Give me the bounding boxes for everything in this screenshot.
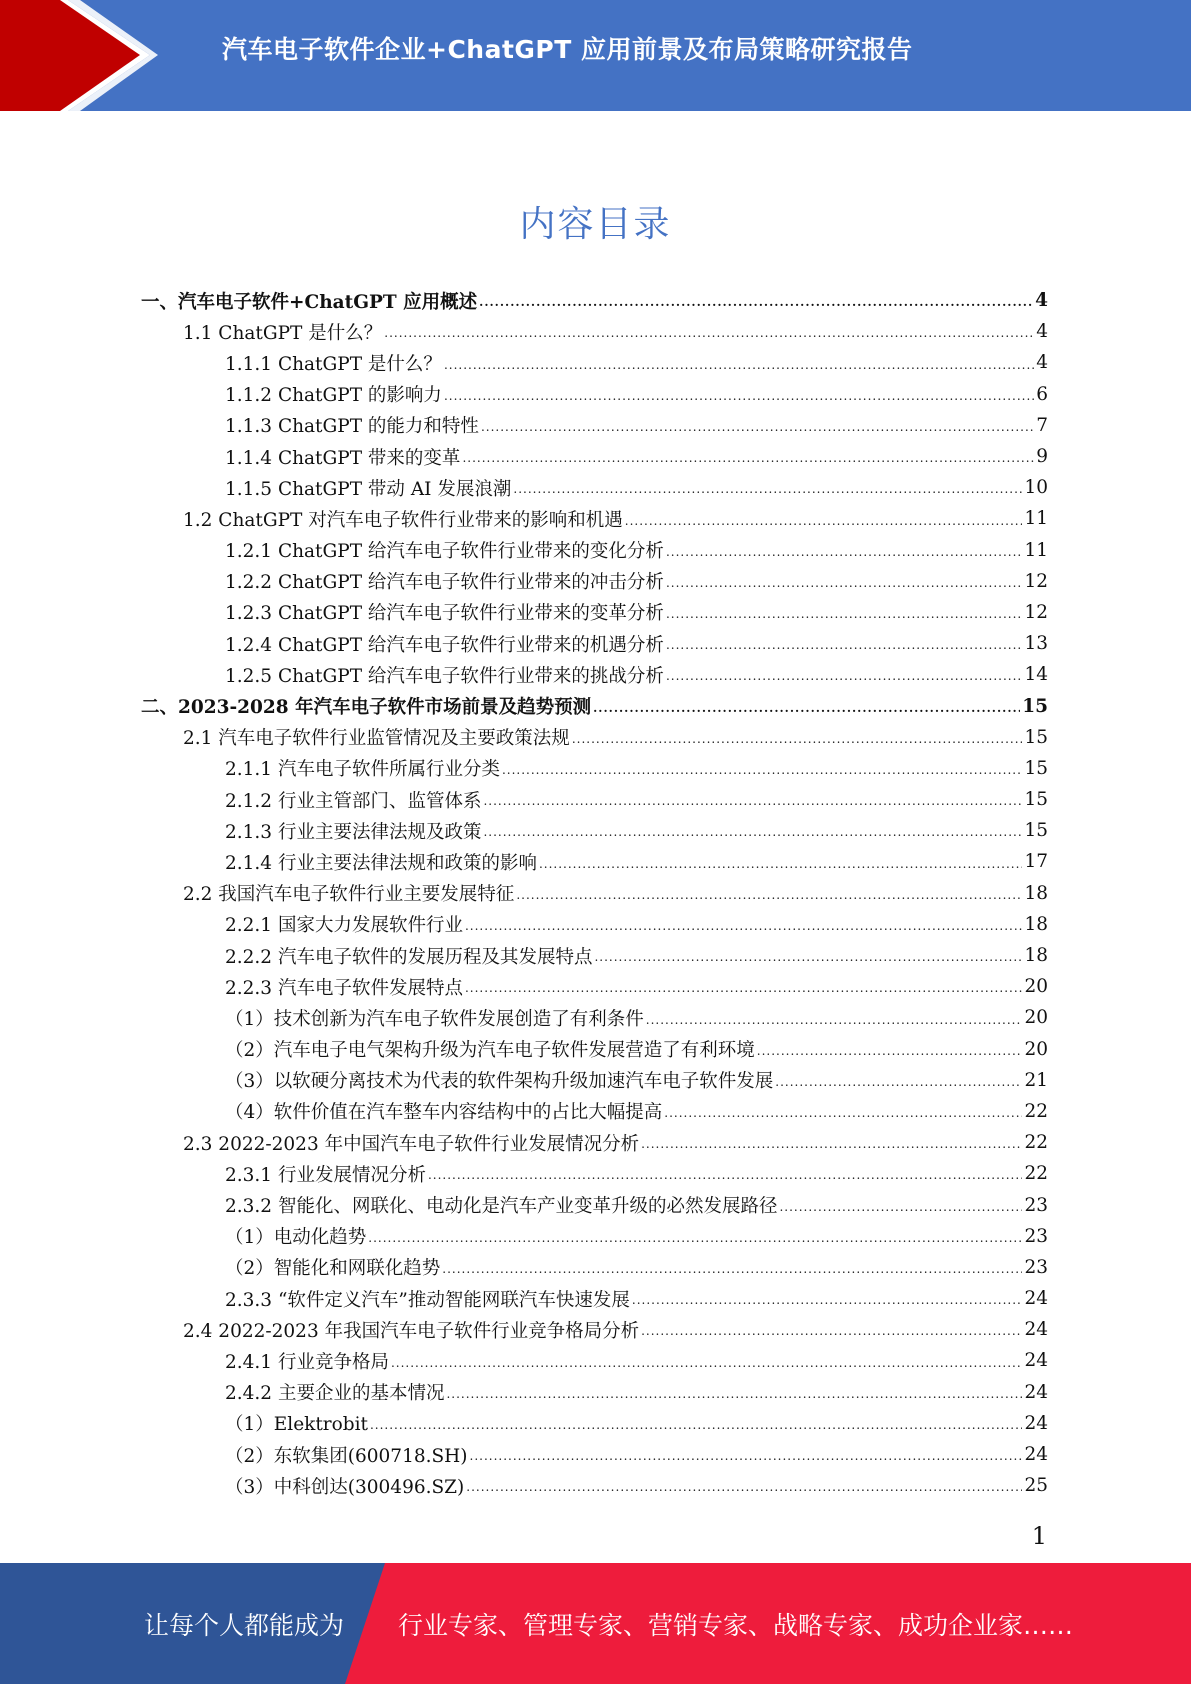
toc-dot-leader bbox=[462, 451, 1034, 472]
toc-entry-title: （1）电动化趋势 bbox=[225, 1227, 367, 1249]
toc-entry-page: 24 bbox=[1024, 1350, 1048, 1372]
toc-entry-title: 1.2.2 ChatGPT 给汽车电子软件行业带来的冲击分析 bbox=[225, 572, 664, 594]
toc-entry-title: 1.1.4 ChatGPT 带来的变革 bbox=[225, 447, 461, 469]
toc-entry-title: （2）智能化和网联化趋势 bbox=[225, 1258, 441, 1280]
toc-entry-title: 2.2.2 汽车电子软件的发展历程及其发展特点 bbox=[225, 946, 593, 968]
toc-dot-leader bbox=[444, 358, 1034, 379]
toc-entry[interactable] bbox=[141, 503, 1048, 534]
toc-entry-page: 22 bbox=[1024, 1132, 1048, 1154]
toc-entry[interactable] bbox=[141, 1314, 1048, 1345]
toc-entry[interactable] bbox=[141, 1377, 1048, 1408]
toc-entry[interactable] bbox=[141, 285, 1048, 316]
toc-entry-page: 15 bbox=[1024, 820, 1048, 842]
toc-entry-page: 18 bbox=[1024, 945, 1048, 967]
toc-entry-page: 20 bbox=[1024, 1007, 1048, 1029]
toc-entry-page: 15 bbox=[1024, 789, 1048, 811]
toc-entry-title: 1.2.5 ChatGPT 给汽车电子软件行业带来的挑战分析 bbox=[225, 665, 664, 687]
toc-entry-page: 23 bbox=[1024, 1225, 1048, 1247]
toc-dot-leader bbox=[481, 420, 1034, 441]
page-footer bbox=[0, 1563, 1191, 1684]
toc-entry-title: 2.3.2 智能化、网联化、电动化是汽车产业变革升级的必然发展路径 bbox=[225, 1196, 778, 1218]
toc-entry[interactable] bbox=[141, 1002, 1048, 1033]
toc-entry[interactable] bbox=[141, 784, 1048, 815]
toc-entry[interactable] bbox=[141, 659, 1048, 690]
toc-entry-page: 18 bbox=[1024, 913, 1048, 935]
toc-entry[interactable] bbox=[141, 1221, 1048, 1252]
toc-entry[interactable] bbox=[141, 846, 1048, 877]
toc-entry[interactable] bbox=[141, 940, 1048, 971]
toc-entry[interactable] bbox=[141, 1065, 1048, 1096]
toc-entry-title: （3）中科创达(300496.SZ) bbox=[225, 1476, 465, 1498]
toc-dot-leader bbox=[641, 1137, 1022, 1158]
toc-entry[interactable] bbox=[141, 1127, 1048, 1158]
toc-entry-title: 1.1.5 ChatGPT 带动 AI 发展浪潮 bbox=[225, 478, 512, 500]
toc-entry[interactable] bbox=[141, 815, 1048, 846]
toc-entry-page: 12 bbox=[1024, 570, 1048, 592]
toc-dot-leader bbox=[594, 950, 1022, 971]
toc-entry-page: 15 bbox=[1024, 726, 1048, 748]
toc-dot-leader bbox=[641, 1324, 1022, 1345]
toc-entry-title: 2.2 我国汽车电子软件行业主要发展特征 bbox=[183, 884, 515, 906]
toc-entry-page: 20 bbox=[1024, 976, 1048, 998]
toc-entry[interactable] bbox=[141, 1283, 1048, 1314]
toc-entry-title: 一、汽车电子软件+ChatGPT 应用概述 bbox=[141, 291, 478, 313]
toc-dot-leader bbox=[479, 295, 1033, 316]
toc-entry-title: （2）汽车电子电气架构升级为汽车电子软件发展营造了有利环境 bbox=[225, 1040, 755, 1062]
toc-entry-page: 24 bbox=[1024, 1288, 1048, 1310]
toc-dot-leader bbox=[664, 1106, 1022, 1127]
toc-entry[interactable] bbox=[141, 878, 1048, 909]
toc-entry-page: 15 bbox=[1024, 757, 1048, 779]
toc-entry[interactable] bbox=[141, 690, 1048, 721]
footer-slogan-right: 行业专家、管理专家、营销专家、战略专家、成功企业家…… bbox=[398, 1611, 1074, 1640]
toc-entry-page: 25 bbox=[1024, 1475, 1048, 1497]
toc-entry-page: 24 bbox=[1024, 1319, 1048, 1341]
toc-dot-leader bbox=[444, 389, 1034, 410]
toc-entry-title: 1.2.1 ChatGPT 给汽车电子软件行业带来的变化分析 bbox=[225, 541, 664, 563]
toc-entry-page: 22 bbox=[1024, 1100, 1048, 1122]
toc-dot-leader bbox=[632, 1293, 1023, 1314]
toc-entry[interactable] bbox=[141, 379, 1048, 410]
toc-heading: 内容目录 bbox=[519, 204, 672, 245]
toc-entry-page: 12 bbox=[1024, 601, 1048, 623]
toc-dot-leader bbox=[666, 545, 1023, 566]
toc-entry-page: 4 bbox=[1036, 321, 1048, 343]
toc-dot-leader bbox=[539, 857, 1022, 878]
toc-entry[interactable] bbox=[141, 753, 1048, 784]
toc-dot-leader bbox=[502, 763, 1022, 784]
toc-dot-leader bbox=[516, 888, 1022, 909]
toc-dot-leader bbox=[465, 981, 1022, 1002]
toc-entry-page: 17 bbox=[1024, 851, 1048, 873]
toc-entry-page: 24 bbox=[1024, 1381, 1048, 1403]
toc-entry-page: 23 bbox=[1024, 1194, 1048, 1216]
toc-entry[interactable] bbox=[141, 535, 1048, 566]
toc-entry[interactable] bbox=[141, 1034, 1048, 1065]
toc-dot-leader bbox=[370, 1418, 1022, 1439]
toc-dot-leader bbox=[666, 638, 1023, 659]
toc-entry-page: 23 bbox=[1024, 1256, 1048, 1278]
toc-entry[interactable] bbox=[141, 1158, 1048, 1189]
toc-dot-leader bbox=[779, 1200, 1022, 1221]
toc-entry[interactable] bbox=[141, 566, 1048, 597]
toc-entry-title: 1.2.4 ChatGPT 给汽车电子软件行业带来的机遇分析 bbox=[225, 634, 664, 656]
toc-entry-page: 7 bbox=[1036, 414, 1048, 436]
toc-entry[interactable] bbox=[141, 316, 1048, 347]
toc-entry-title: （4）软件价值在汽车整车内容结构中的占比大幅提高 bbox=[225, 1102, 663, 1124]
toc-dot-leader bbox=[466, 1480, 1022, 1501]
toc-entry-page: 13 bbox=[1024, 633, 1048, 655]
toc-entry-page: 24 bbox=[1024, 1412, 1048, 1434]
toc-entry[interactable] bbox=[141, 1439, 1048, 1470]
toc-dot-leader bbox=[646, 1013, 1023, 1034]
toc-entry[interactable] bbox=[141, 441, 1048, 472]
toc-entry-page: 11 bbox=[1024, 508, 1048, 530]
toc-entry-page: 14 bbox=[1024, 664, 1048, 686]
toc-entry-title: 2.2.1 国家大力发展软件行业 bbox=[225, 915, 463, 937]
toc-entry-page: 4 bbox=[1036, 352, 1048, 374]
toc-dot-leader bbox=[483, 794, 1022, 815]
toc-entry-title: 2.2.3 汽车电子软件发展特点 bbox=[225, 977, 463, 999]
toc-entry-title: 2.1.4 行业主要法律法规和政策的影响 bbox=[225, 852, 537, 874]
toc-dot-leader bbox=[666, 607, 1023, 628]
toc-dot-leader bbox=[775, 1075, 1022, 1096]
toc-entry-page: 18 bbox=[1024, 882, 1048, 904]
header-title: 汽车电子软件企业+ChatGPT 应用前景及布局策略研究报告 bbox=[222, 35, 913, 64]
toc-entry-title: （3）以软硬分离技术为代表的软件架构升级加速汽车电子软件发展 bbox=[225, 1071, 774, 1093]
toc-dot-leader bbox=[470, 1449, 1023, 1470]
toc-entry-title: 2.1 汽车电子软件行业监管情况及主要政策法规 bbox=[183, 728, 570, 750]
toc-dot-leader bbox=[428, 1168, 1022, 1189]
toc-dot-leader bbox=[442, 1262, 1022, 1283]
toc-entry-page: 22 bbox=[1024, 1163, 1048, 1185]
toc-dot-leader bbox=[625, 514, 1023, 535]
toc-entry-title: 2.3.1 行业发展情况分析 bbox=[225, 1164, 426, 1186]
toc-entry-title: 2.1.3 行业主要法律法规及政策 bbox=[225, 821, 482, 843]
toc-entry-title: （2）东软集团(600718.SH) bbox=[225, 1445, 468, 1467]
toc-entry[interactable] bbox=[141, 597, 1048, 628]
toc-entry-title: 2.4.2 主要企业的基本情况 bbox=[225, 1383, 445, 1405]
toc-entry[interactable] bbox=[141, 472, 1048, 503]
toc-entry[interactable] bbox=[141, 1345, 1048, 1376]
toc-dot-leader bbox=[483, 825, 1022, 846]
toc-entry-title: （1）Elektrobit bbox=[225, 1414, 368, 1436]
toc-entry[interactable] bbox=[141, 1408, 1048, 1439]
toc-entry[interactable] bbox=[141, 1189, 1048, 1220]
toc-entry-page: 20 bbox=[1024, 1038, 1048, 1060]
toc-entry-page: 21 bbox=[1024, 1069, 1048, 1091]
toc-entry-title: 1.2.3 ChatGPT 给汽车电子软件行业带来的变革分析 bbox=[225, 603, 664, 625]
toc-dot-leader bbox=[384, 326, 1034, 347]
page-number: 1 bbox=[1031, 1522, 1047, 1550]
toc-entry-title: 2.1.2 行业主管部门、监管体系 bbox=[225, 790, 482, 812]
toc-entry-page: 10 bbox=[1024, 477, 1048, 499]
toc-entry-title: 2.4 2022-2023 年我国汽车电子软件行业竞争格局分析 bbox=[183, 1320, 640, 1342]
toc-entry-title: 2.4.1 行业竞争格局 bbox=[225, 1351, 389, 1373]
toc-dot-leader bbox=[666, 576, 1023, 597]
toc-dot-leader bbox=[446, 1387, 1022, 1408]
toc-entry-page: 6 bbox=[1036, 383, 1048, 405]
toc-entry-title: 1.1.2 ChatGPT 的影响力 bbox=[225, 385, 442, 407]
footer-slogan-left: 让每个人都能成为 bbox=[144, 1611, 345, 1640]
toc-entry-page: 15 bbox=[1022, 695, 1048, 717]
toc-dot-leader bbox=[593, 701, 1020, 722]
toc-entry-title: 二、2023-2028 年汽车电子软件市场前景及趋势预测 bbox=[141, 697, 592, 719]
toc-entry-title: 1.1 ChatGPT 是什么？ bbox=[183, 322, 383, 344]
toc-entry-title: 2.3 2022-2023 年中国汽车电子软件行业发展情况分析 bbox=[183, 1133, 640, 1155]
toc-entry[interactable] bbox=[141, 1470, 1048, 1501]
toc-entry-title: （1）技术创新为汽车电子软件发展创造了有利条件 bbox=[225, 1008, 644, 1030]
toc-entry-title: 2.3.3 “软件定义汽车”推动智能网联汽车快速发展 bbox=[225, 1289, 630, 1311]
toc-entry-page: 9 bbox=[1036, 446, 1048, 468]
toc-dot-leader bbox=[513, 482, 1022, 503]
toc-entry[interactable] bbox=[141, 347, 1048, 378]
toc-entry-title: 1.1.3 ChatGPT 的能力和特性 bbox=[225, 416, 479, 438]
toc-dot-leader bbox=[465, 919, 1022, 940]
toc-dot-leader bbox=[368, 1231, 1022, 1252]
toc-entry[interactable] bbox=[141, 971, 1048, 1002]
page-header bbox=[0, 0, 1191, 111]
toc-dot-leader bbox=[666, 669, 1023, 690]
toc-entry-page: 4 bbox=[1035, 290, 1048, 312]
toc-entry[interactable] bbox=[141, 1252, 1048, 1283]
table-of-contents bbox=[141, 285, 1048, 1501]
toc-dot-leader bbox=[391, 1356, 1022, 1377]
toc-entry[interactable] bbox=[141, 909, 1048, 940]
toc-entry-page: 11 bbox=[1024, 539, 1048, 561]
toc-entry[interactable] bbox=[141, 628, 1048, 659]
toc-dot-leader bbox=[757, 1044, 1023, 1065]
toc-dot-leader bbox=[572, 732, 1023, 753]
toc-entry-title: 1.1.1 ChatGPT 是什么？ bbox=[225, 353, 442, 375]
toc-entry-page: 24 bbox=[1024, 1444, 1048, 1466]
toc-entry[interactable] bbox=[141, 410, 1048, 441]
toc-entry[interactable] bbox=[141, 1096, 1048, 1127]
toc-entry-title: 2.1.1 汽车电子软件所属行业分类 bbox=[225, 759, 500, 781]
toc-entry[interactable] bbox=[141, 722, 1048, 753]
toc-entry-title: 1.2 ChatGPT 对汽车电子软件行业带来的影响和机遇 bbox=[183, 509, 623, 531]
